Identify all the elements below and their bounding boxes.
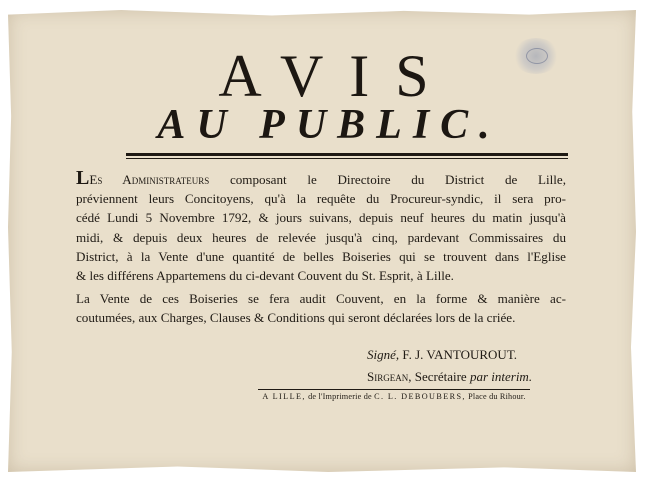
secretary-line <box>367 369 532 385</box>
printer-imprint <box>258 392 530 401</box>
drop-cap: L <box>76 167 90 189</box>
body-line <box>76 167 566 189</box>
signature-line <box>367 347 517 363</box>
signed-label: Signé, <box>367 347 400 362</box>
paragraph-announcement <box>76 167 566 285</box>
imprint-address: Place du Rihour. <box>465 392 526 401</box>
imprint-city: A LILLE, <box>262 392 306 401</box>
body-text: composant le Directoire du District de Lille, <box>209 172 566 187</box>
body-line: District, à la Vente d'une quantité de belles Boiseries qui se trouvent dans l'Eglise <box>76 248 566 264</box>
signed-name: F. J. VANTOUROUT. <box>399 347 518 362</box>
administrators-label: Es Administrateurs <box>89 172 210 187</box>
paragraph-sale-terms <box>76 289 566 327</box>
body-line: La Vente de ces Boiseries se fera audit Couvent, en la forme & manière ac- <box>76 291 566 307</box>
imprint-printer: C. L. DEBOUBERS, <box>374 392 466 401</box>
secretary-name: Sirgean, <box>367 369 412 384</box>
imprint-middle: de l'Imprimerie de <box>305 392 375 401</box>
body-line: cédé Lundi 5 Novembre 1792, & jours suivans, depuis neuf heures du matin jusqu'à <box>76 210 566 226</box>
body-line: midi, & depuis deux heures de relevée jusqu'à cinq, pardevant Commissaires du <box>76 229 566 245</box>
poster-subtitle: AU PUBLIC. <box>157 102 501 148</box>
poster-title: AVIS <box>218 43 455 109</box>
body-line: coutumées, aux Charges, Clauses & Conditions qui seront déclarées lors de la criée. <box>76 310 516 326</box>
poster-body <box>76 167 566 328</box>
title-rule-thin <box>126 158 568 159</box>
title-rule-thick <box>126 153 568 156</box>
secretary-interim: par interim. <box>469 369 533 384</box>
body-line: préviennent leurs Concitoyens, qu'à la requête du Procureur-syndic, il sera pro- <box>76 191 566 207</box>
secretary-role: Secrétaire <box>411 369 470 384</box>
imprint-rule <box>258 389 530 390</box>
body-line: & les différens Appartemens du ci-devant Couvent du St. Esprit, à Lille. <box>76 268 454 284</box>
